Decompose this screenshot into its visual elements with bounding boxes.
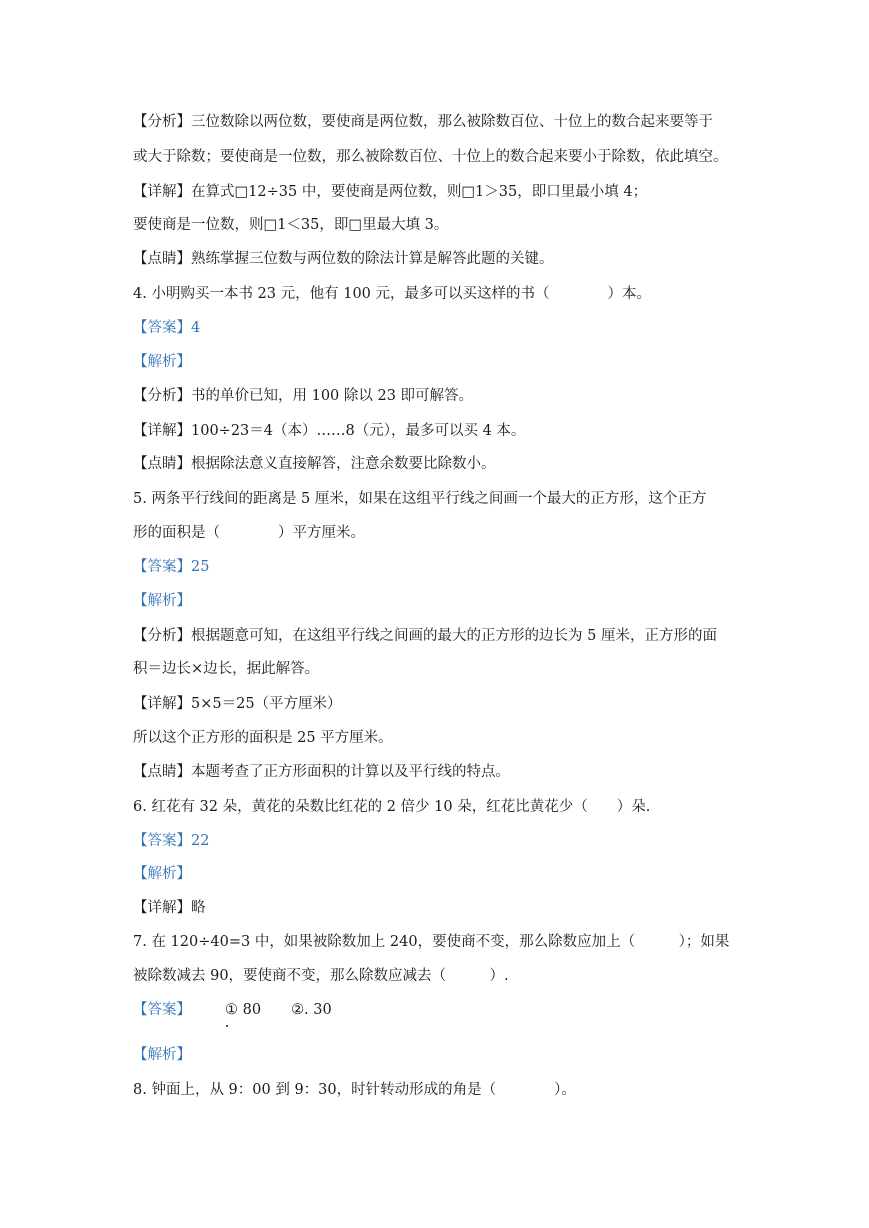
detail-text: 【详解】略 [133,900,206,916]
answer-7-first-value: 80 [242,1002,262,1018]
question-5-continued: 形的面积是（ ）平方厘米。 [133,525,365,541]
answer-label: 【答案】 [133,1002,191,1018]
analysis-text: 积＝边长×边长，据此解答。 [133,661,320,677]
answer-7-second-value: 30 [313,1002,332,1018]
detail-text: 【详解】在算式□12÷35 中，要使商是两位数，则□1＞35，即口里最小填 4； [133,184,648,200]
question-7-continued: 被除数减去 90，要使商不变，那么除数应减去（ ）. [133,968,509,984]
analysis-text: 【分析】根据题意可知，在这组平行线之间画的最大的正方形的边长为 5 厘米，正方形的面 [133,628,717,644]
analysis-text: 【分析】书的单价已知，用 100 除以 23 即可解答。 [133,388,474,404]
explanation-label: 【解析】 [133,593,191,609]
answer-label: 【答案】25 [133,559,210,575]
analysis-text: 或大于除数；要使商是一位数，那么被除数百位、十位上的数合起来要小于除数，依此填空。 [133,149,728,165]
question-5: 5. 两条平行线间的距离是 5 厘米，如果在这组平行线之间画一个最大的正方形，这个正方 [133,491,707,507]
analysis-text: 【分析】三位数除以两位数，要使商是两位数，那么被除数百位、十位上的数合起来要等于 [133,114,713,130]
answer-label: 【答案】4 [133,320,201,336]
question-7: 7. 在 120÷40=3 中，如果被除数加上 240，要使商不变，那么除数应加上（ ）；如果 [133,934,730,950]
detail-text: 【详解】100÷23＝4（本）……8（元），最多可以买 4 本。 [133,423,526,439]
explanation-label: 【解析】 [133,1047,191,1063]
detail-text: 要使商是一位数，则□1＜35，即□里最大填 3。 [133,217,449,233]
answer-7-second-mark: ②. [291,1002,309,1018]
question-4: 4. 小明购买一本书 23 元，他有 100 元，最多可以买这样的书（ ）本。 [133,286,652,302]
explanation-label: 【解析】 [133,354,191,370]
answer-7-first-mark: ① [225,1002,238,1018]
tip-text: 【点睛】本题考查了正方形面积的计算以及平行线的特点。 [133,764,510,780]
question-8: 8. 钟面上，从 9：00 到 9：30，时针转动形成的角是（ ）。 [133,1082,576,1098]
detail-text: 【详解】5×5＝25（平方厘米） [133,696,342,712]
tip-text: 【点睛】根据除法意义直接解答，注意余数要比除数小。 [133,456,496,472]
detail-text: 所以这个正方形的面积是 25 平方厘米。 [133,730,393,746]
answer-7-row [133,1000,332,1020]
tip-text: 【点睛】熟练掌握三位数与两位数的除法计算是解答此题的关键。 [133,251,554,267]
explanation-label: 【解析】 [133,866,191,882]
answer-label: 【答案】22 [133,833,210,849]
question-6: 6. 红花有 32 朵，黄花的朵数比红花的 2 倍少 10 朵，红花比黄花少（ ）朵. [133,799,651,815]
